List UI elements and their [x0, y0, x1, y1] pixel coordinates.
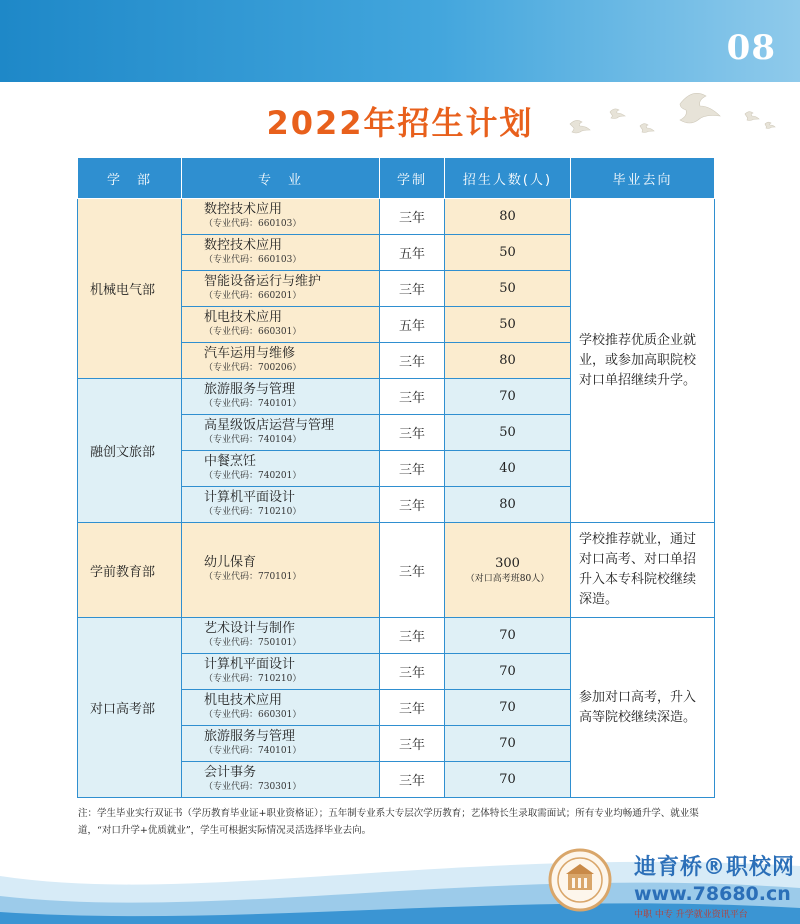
dept-cell: 对口高考部 — [78, 618, 182, 798]
major-code: （专业代码：740201） — [204, 470, 302, 481]
enrollment-cell: 80 — [445, 343, 571, 379]
column-header-major: 专 业 — [182, 158, 380, 199]
enrollment-cell: 70 — [445, 726, 571, 762]
enrollment-cell: 70 — [445, 618, 571, 654]
major-code: （专业代码：660301） — [204, 326, 302, 337]
doves-decoration-icon — [540, 84, 790, 154]
watermark-brand — [634, 850, 795, 920]
major-code: （专业代码：660301） — [204, 709, 302, 720]
table-row — [78, 199, 715, 235]
table-row — [78, 523, 715, 618]
column-header-outcome: 毕业去向 — [571, 158, 715, 199]
major-name: 计算机平面设计 — [204, 656, 296, 672]
school-logo-icon — [548, 848, 612, 912]
page-title: 2022年招生计划 — [266, 104, 534, 142]
major-name: 艺术设计与制作 — [204, 620, 296, 636]
major-code: （专业代码：660201） — [204, 290, 302, 301]
major-name: 中餐烹饪 — [204, 453, 257, 469]
enrollment-value: 300 — [495, 556, 520, 571]
major-code: （专业代码：660103） — [204, 254, 302, 265]
major-cell — [182, 690, 380, 726]
enrollment-cell: 40 — [445, 451, 571, 487]
major-name: 计算机平面设计 — [204, 489, 296, 505]
outcome-cell: 参加对口高考，升入高等院校继续深造。 — [571, 618, 715, 798]
dept-cell: 学前教育部 — [78, 523, 182, 618]
years-cell: 三年 — [380, 762, 445, 798]
major-cell — [182, 271, 380, 307]
enrollment-cell — [445, 523, 571, 618]
major-name: 幼儿保育 — [204, 555, 257, 570]
enrollment-cell: 80 — [445, 199, 571, 235]
enrollment-cell: 50 — [445, 415, 571, 451]
years-cell: 三年 — [380, 487, 445, 523]
major-cell — [182, 451, 380, 487]
column-header-years: 学制 — [380, 158, 445, 199]
major-cell — [182, 307, 380, 343]
brand-url: www.78680.cn — [634, 883, 791, 905]
enrollment-cell: 70 — [445, 654, 571, 690]
major-code: （专业代码：740101） — [204, 398, 302, 409]
major-cell — [182, 379, 380, 415]
table-header-row — [78, 158, 715, 199]
years-cell: 三年 — [380, 379, 445, 415]
major-name: 机电技术应用 — [204, 692, 283, 708]
dept-cell: 融创文旅部 — [78, 379, 182, 523]
major-name: 机电技术应用 — [204, 309, 283, 325]
major-cell — [182, 618, 380, 654]
major-name: 智能设备运行与维护 — [204, 273, 322, 289]
major-name: 高星级饭店运营与管理 — [204, 417, 335, 433]
footnote: 注：学生毕业实行双证书（学历教育毕业证+职业资格证）；五年制专业系大专层次学历教育；艺体特长生录取需面试；所有专业均畅通升学、就业渠道，“对口升学+优质就业”，学生可根据实际情况灵活选择毕业去向。 — [78, 808, 699, 836]
enrollment-cell: 80 — [445, 487, 571, 523]
major-cell — [182, 762, 380, 798]
major-code: （专业代码：770101） — [204, 572, 302, 582]
major-cell — [182, 487, 380, 523]
major-code: （专业代码：660103） — [204, 218, 302, 229]
years-cell: 三年 — [380, 415, 445, 451]
major-code: （专业代码：730301） — [204, 781, 302, 792]
major-cell — [182, 654, 380, 690]
outcome-cell: 学校推荐就业，通过对口高考、对口单招升入本专科院校继续深造。 — [571, 523, 715, 618]
brand-name: 迪育桥®职校网 — [634, 855, 796, 880]
major-code: （专业代码：710210） — [204, 673, 302, 684]
enrollment-plan-table — [77, 157, 715, 798]
years-cell: 五年 — [380, 307, 445, 343]
major-cell — [182, 199, 380, 235]
dept-cell: 机械电气部 — [78, 199, 182, 379]
column-header-enrollment: 招生人数(人) — [445, 158, 571, 199]
years-cell: 三年 — [380, 690, 445, 726]
years-cell: 三年 — [380, 199, 445, 235]
major-name: 汽车运用与维修 — [204, 345, 296, 361]
brand-tagline: 中职 中专 升学就业资讯平台 — [634, 910, 748, 920]
major-cell — [182, 235, 380, 271]
major-code: （专业代码：700206） — [204, 362, 302, 373]
enrollment-note: （对口高考班80人） — [465, 574, 550, 584]
major-code: （专业代码：710210） — [204, 506, 302, 517]
major-name: 数控技术应用 — [204, 237, 283, 253]
enrollment-cell: 70 — [445, 690, 571, 726]
years-cell: 三年 — [380, 523, 445, 618]
top-banner — [0, 0, 800, 82]
enrollment-cell: 50 — [445, 271, 571, 307]
major-cell — [182, 726, 380, 762]
major-name: 数控技术应用 — [204, 201, 283, 217]
major-cell — [182, 343, 380, 379]
major-name: 旅游服务与管理 — [204, 728, 296, 744]
enrollment-cell: 70 — [445, 379, 571, 415]
major-name: 会计事务 — [204, 764, 257, 780]
outcome-cell: 学校推荐优质企业就业，或参加高职院校对口单招继续升学。 — [571, 199, 715, 523]
major-name: 旅游服务与管理 — [204, 381, 296, 397]
enrollment-cell: 70 — [445, 762, 571, 798]
table-row — [78, 618, 715, 654]
major-cell — [182, 523, 380, 618]
years-cell: 五年 — [380, 235, 445, 271]
page-number: 08 — [726, 28, 776, 68]
years-cell: 三年 — [380, 654, 445, 690]
years-cell: 三年 — [380, 271, 445, 307]
column-header-dept: 学 部 — [78, 158, 182, 199]
major-code: （专业代码：740101） — [204, 745, 302, 756]
years-cell: 三年 — [380, 618, 445, 654]
enrollment-cell: 50 — [445, 307, 571, 343]
major-code: （专业代码：750101） — [204, 637, 302, 648]
years-cell: 三年 — [380, 451, 445, 487]
enrollment-cell: 50 — [445, 235, 571, 271]
major-cell — [182, 415, 380, 451]
years-cell: 三年 — [380, 726, 445, 762]
years-cell: 三年 — [380, 343, 445, 379]
major-code: （专业代码：740104） — [204, 434, 302, 445]
